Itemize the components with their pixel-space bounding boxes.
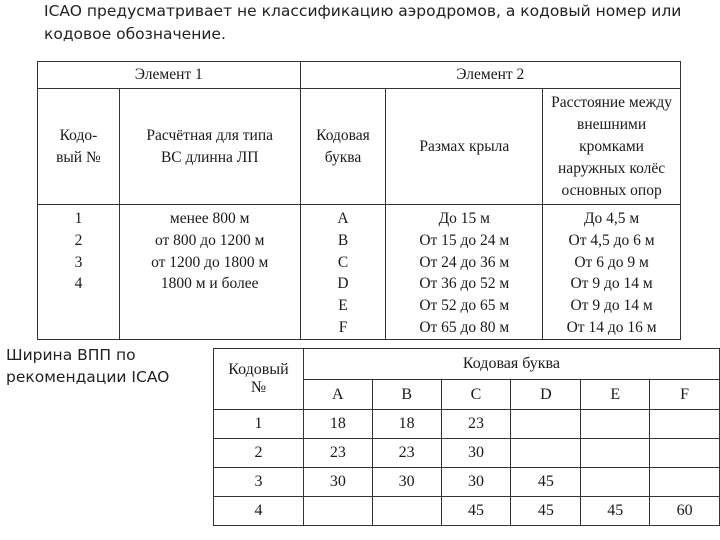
gear-span: От 9 до 14 м [570,297,653,315]
intro-text [44,0,714,46]
code-letter: F [338,318,348,336]
header-line: Кодовый [228,361,289,378]
wingspan: От 65 до 80 м [419,318,510,336]
code-number-header [38,89,120,205]
table-row [214,410,720,439]
table-cell [581,439,650,468]
header-line: Кодо- [59,126,98,144]
wingspan: От 24 до 36 м [419,253,510,271]
header-line: кромками [579,137,644,155]
field-length: 1800 м и более [160,275,259,293]
table-cell [650,468,720,497]
intro-line-1: ICAO предусматривает не классификацию аэродромов, а кодовый номер или [44,2,682,20]
code-letter: C [337,253,349,271]
table-cell [303,497,372,526]
gear-span: До 4,5 м [583,210,640,227]
table-cell: 30 [441,439,511,468]
header-line: внешними [577,115,647,133]
table-cell: 23 [303,439,372,468]
element-1-header: Элемент 1 [38,62,301,89]
table-cell [581,468,650,497]
element-2-header: Элемент 2 [300,62,680,89]
header-line: Расстояние между [551,93,672,111]
code-numbers-cell [38,205,120,340]
table-cell: 45 [511,497,581,526]
table-cell: 30 [372,468,441,497]
table-cell: 23 [441,410,511,439]
caption-line-1: Ширина ВПП по [6,346,136,364]
code-letter-header [300,89,386,205]
code-letter: E [338,297,348,315]
aerodrome-reference-code-table [37,61,681,340]
gear-span: От 9 до 14 м [570,275,653,293]
header-line: буква [324,148,362,166]
table-subheader-row [38,89,681,205]
table-cell: 45 [581,497,650,526]
row-code: 1 [214,410,304,439]
table-cell: 18 [303,410,372,439]
field-length-header [119,89,300,205]
table-row [214,497,720,526]
wingspans-cell [386,205,543,340]
letter-c-header: C [441,380,511,410]
table-cell: 45 [441,497,511,526]
wingspan: От 15 до 24 м [419,231,510,249]
table-header-row [38,62,681,89]
code-number: 4 [74,275,83,293]
field-length: менее 800 м [169,210,250,227]
wingspan: От 36 до 52 м [419,275,510,293]
header-line: наружных колёс [558,159,666,177]
row-code: 4 [214,497,304,526]
table-cell: 23 [372,439,441,468]
header-line: ВС длинна ЛП [160,148,259,166]
table-cell [581,410,650,439]
table-cell: 60 [650,497,720,526]
gear-span-header [543,89,681,205]
code-letters-cell [300,205,386,340]
header-line: Размах крыла [419,137,510,155]
intro-line-2: кодовое обозначение. [44,25,226,43]
table-cell: 18 [372,410,441,439]
table-cell [511,410,581,439]
table-cell [372,497,441,526]
field-lengths-cell [119,205,300,340]
code-letter-header: Кодовая буква [303,349,719,380]
table-row [38,205,681,340]
code-number-header [214,349,304,410]
header-line: вый № [56,148,101,166]
code-letter: B [337,231,349,249]
field-length: от 1200 до 1800 м [151,253,269,271]
wingspan: До 15 м [438,210,490,227]
runway-width-table [213,348,720,526]
gear-span: От 6 до 9 м [574,253,649,271]
gear-span: От 4,5 до 6 м [568,231,655,249]
field-length: от 800 до 1200 м [154,231,265,249]
table-cell: 30 [303,468,372,497]
letter-b-header: B [372,380,441,410]
letter-a-header: A [303,380,372,410]
letter-f-header: F [650,380,720,410]
table-row [214,439,720,468]
code-number: 2 [74,231,83,249]
header-line: Кодовая [316,126,370,144]
gear-span: От 14 до 16 м [566,318,657,336]
row-code: 3 [214,468,304,497]
table-cell [650,410,720,439]
table-row [214,468,720,497]
header-line: № [250,379,267,396]
table-cell [511,439,581,468]
table-cell: 45 [511,468,581,497]
code-number: 1 [74,210,83,227]
caption-line-2: рекомендации ICAO [6,368,170,386]
code-number: 3 [74,253,83,271]
wingspan-header [386,89,543,205]
row-code: 2 [214,439,304,468]
header-line: Расчётная для типа [146,126,273,144]
code-letter: A [337,210,349,227]
letter-d-header: D [511,380,581,410]
table-cell [650,439,720,468]
table-header-row [214,349,720,380]
code-letter: D [337,275,349,293]
runway-width-caption [6,344,169,388]
gear-spans-cell [543,205,681,340]
wingspan: От 52 до 65 м [419,297,510,315]
table-cell: 30 [441,468,511,497]
letter-e-header: E [581,380,650,410]
header-line: основных опор [561,181,662,199]
